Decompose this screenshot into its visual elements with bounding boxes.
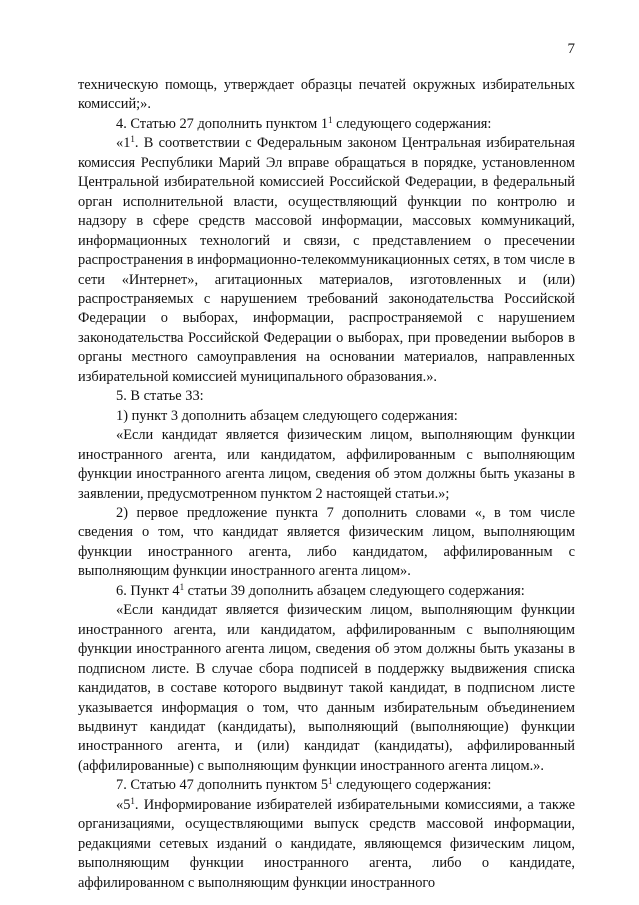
paragraph [78,582,575,601]
superscript: 1 [179,581,185,592]
paragraph [78,776,575,795]
text-run: следующего содержания: [332,115,492,132]
paragraph [78,504,575,582]
page-number: 7 [567,41,575,57]
text-run: 7. Статью 47 дополнить пунктом 5 [116,777,329,794]
text-run: «Если кандидат является физическим лицом, выполняющим функции иностранного агента, или кандидатом, аффилированным с выполняющим функции иностранного агента лицом, сведения об этом должны быть указаны в заявлении, предусмотренном пунктом 2 настоящей статьи.»; [78,427,575,502]
paragraph [78,115,575,134]
text-run: статьи 39 дополнить абзацем следующего содержания: [184,582,525,599]
paragraph [78,76,575,115]
paragraph [78,407,575,426]
superscript: 1 [130,795,135,806]
text-run: . Информирование избирателей избирательными комиссиями, а также организациями, осуществляющими выпуск средств массовой информации, редакциями сетевых изданий о кандидате, являющемся физическим лицом, выполняющим функции иностранного агента, либо о кандидате, аффилированном с выполняющим функции иностранного [78,796,575,891]
superscript: 1 [328,114,333,125]
superscript: 1 [130,134,135,145]
text-run: 2) первое предложение пункта 7 дополнить словами «, в том числе сведения о том, что кандидат является физическим лицом, выполняющим функции иностранного агента, либо кандидатом, аффилированным с выполняющим функции иностранного агента лицом». [78,504,575,580]
paragraph [78,796,575,893]
paragraph [78,134,575,387]
text-run: 6. Пункт 4 [116,582,180,599]
document-body [78,76,575,893]
text-run: 5. В статье 33: [116,388,204,405]
text-run: 4. Статью 27 дополнить пунктом 1 [116,115,329,132]
paragraph [78,387,575,406]
paragraph [78,426,575,504]
text-run: «1 [116,135,131,152]
paragraph [78,601,575,776]
text-run: «5 [116,796,131,813]
text-run: . В соответствии с Федеральным законом Центральная избирательная комиссия Республики Марий Эл вправе обращаться в порядке, установленном Центральной избирательной комиссией Российской Федерации, в федеральный орган исполнительной власти, осуществляющий функции по контролю и надзору в сфере средств массовой информации, массовых коммуникаций, информационных технологий и связи, с представлением о пресечении распространения в информационно-телекоммуникационных сетях, в том числе в сети «Интернет», агитационных материалов, изготовленных и (или) распространяемых с нарушением требований законодательства Российской Федерации о выборах, информации, распространяемой с нарушением законодательства Российской Федерации о выборах, при проведении выборов в органы местного самоуправления на основании материалов, направленных избирательной комиссией муниципального образования.». [78,135,575,385]
text-run: 1) пункт 3 дополнить абзацем следующего содержания: [116,407,458,424]
text-run: техническую помощь, утверждает образцы печатей окружных избирательных комиссий;». [78,77,575,113]
text-run: «Если кандидат является физическим лицом, выполняющим функции иностранного агента, или кандидатом, аффилированным с выполняющим функции иностранного агента лицом, сведения об этом должны быть указаны в подписном листе. В случае сбора подписей в поддержку выдвижения списка кандидатов, в составе которого выдвинут такой кандидат, в подписном листе указывается информация о том, что данным избирательным объединением выдвинут кандидат (кандидаты), выполняющий (выполняющие) функции иностранного агента, и (или) кандидат (кандидаты), аффилированный (аффилированные) с выполняющим функции иностранного агента лицом.». [78,602,575,774]
text-run: следующего содержания: [332,777,492,794]
superscript: 1 [328,776,333,787]
